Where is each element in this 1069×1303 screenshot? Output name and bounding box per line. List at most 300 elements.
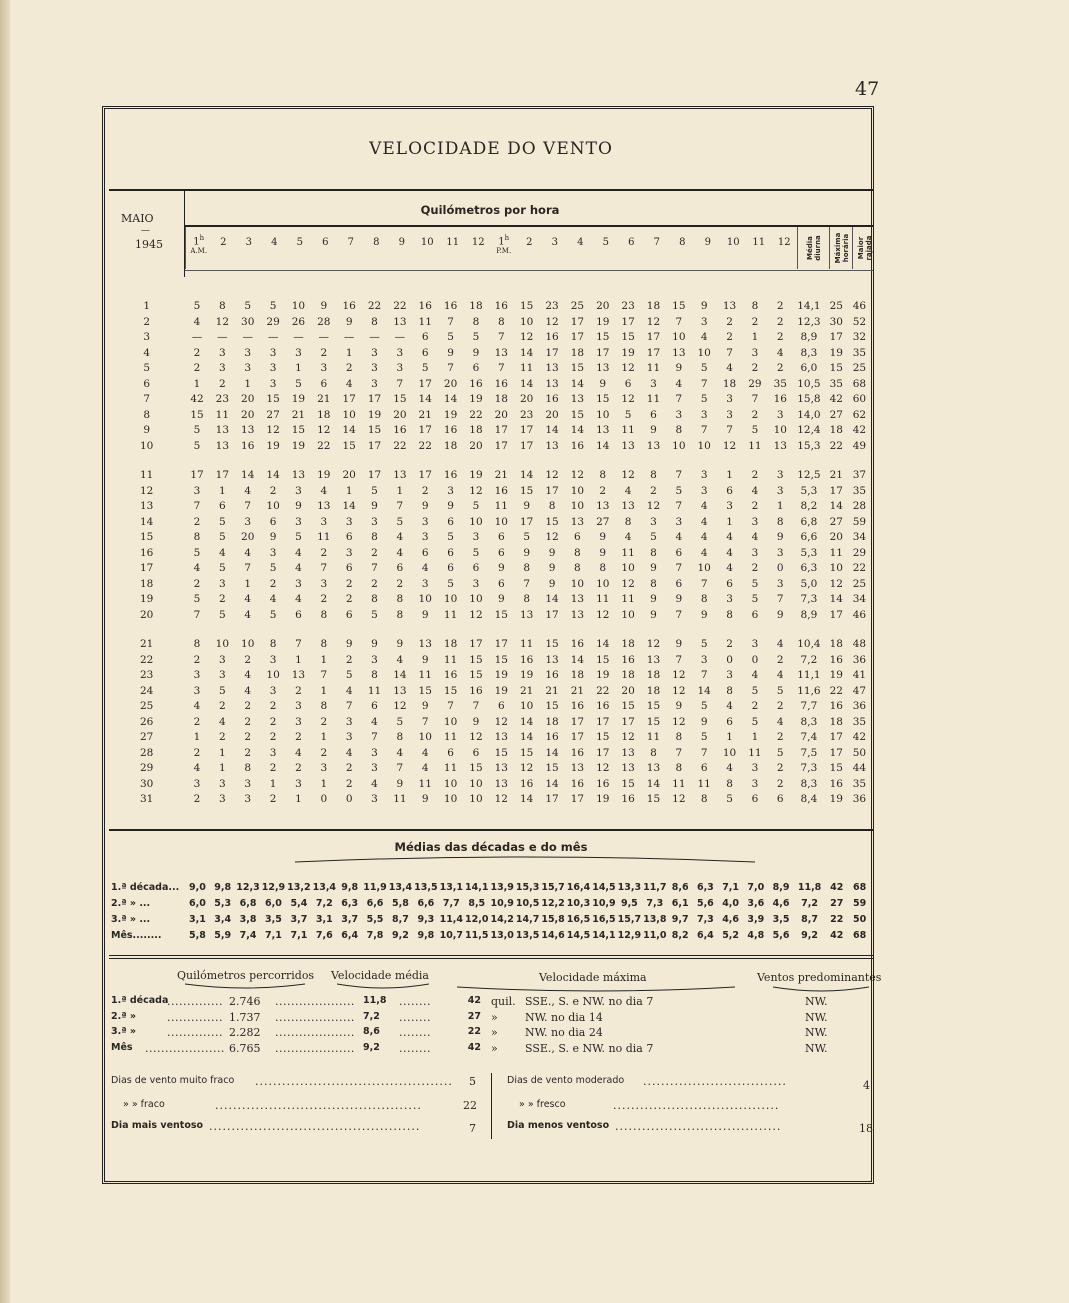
hourly-speed: 5 <box>675 484 683 497</box>
hourly-speed: 7 <box>776 593 784 605</box>
hourly-speed: 14 <box>697 684 711 697</box>
hourly-speed: 8 <box>523 562 531 574</box>
hourly-speed: 2 <box>295 684 302 697</box>
hour-header <box>542 227 568 269</box>
hourly-speed: 10 <box>519 700 534 712</box>
hourly-speed: 4 <box>244 608 252 621</box>
hourly-speed: 10 <box>469 515 483 528</box>
day-number: 27 <box>139 731 154 743</box>
hourly-speed: 17 <box>596 715 610 728</box>
decada-value: 3,5 <box>265 914 282 925</box>
hourly-speed: 15 <box>494 653 508 666</box>
hourly-speed: 1 <box>219 746 226 759</box>
hourly-speed: 18 <box>621 638 635 650</box>
hourly-speed: 13 <box>570 608 585 621</box>
hourly-speed: 9 <box>345 315 353 328</box>
hourly-speed: 6 <box>447 546 454 559</box>
hourly-speed: 9 <box>650 593 657 605</box>
hourly-speed: 18 <box>443 439 458 452</box>
hourly-speed: 9 <box>675 638 683 650</box>
hourly-speed: 3 <box>345 546 353 559</box>
hourly-max: 17 <box>829 331 843 343</box>
hourly-speed: 4 <box>295 746 302 759</box>
hourly-speed: 2 <box>751 700 759 712</box>
hourly-speed: 7 <box>345 700 353 712</box>
hourly-speed: 1 <box>193 377 201 390</box>
hourly-speed: 4 <box>371 715 378 728</box>
hourly-speed: 14 <box>596 638 610 650</box>
decada-value: 7,8 <box>366 930 384 941</box>
hourly-speed: 16 <box>494 377 508 390</box>
hour-header <box>593 227 619 269</box>
hourly-speed: 15 <box>621 700 635 712</box>
max-gust: 35 <box>852 346 867 359</box>
summary-label: 3.ª » <box>111 1026 137 1037</box>
day-row <box>109 592 871 608</box>
day-number: 26 <box>139 715 154 728</box>
hourly-speed: 25 <box>570 300 585 312</box>
decada-value: 4,0 <box>722 898 740 909</box>
hourly-speed: 15 <box>646 700 661 712</box>
hourly-speed: 7 <box>447 315 454 328</box>
hour-label: 9 <box>704 237 711 248</box>
hourly-speed: 10 <box>342 408 356 421</box>
daily-mean: 12,4 <box>797 424 821 436</box>
hourly-speed: 2 <box>751 500 759 512</box>
hourly-speed: 2 <box>776 315 784 328</box>
hourly-speed: 8 <box>574 562 581 574</box>
decada-value: 6,3 <box>341 898 359 909</box>
decada-value: 8,5 <box>468 898 486 909</box>
hourly-speed: 1 <box>751 731 759 743</box>
hourly-speed: 28 <box>317 315 331 328</box>
hourly-speed: 11 <box>317 531 331 543</box>
hourly-speed: 13 <box>393 469 407 481</box>
daily-mean: 7,2 <box>800 653 818 666</box>
hourly-speed: 10 <box>697 346 711 359</box>
km-value: 2.282 <box>229 1026 261 1039</box>
vmedia-heading: Velocidade média <box>331 969 429 982</box>
hourly-speed: 7 <box>700 746 708 759</box>
hourly-max: 27 <box>829 408 843 421</box>
hourly-speed: 4 <box>776 638 784 650</box>
hourly-speed: 7 <box>295 638 302 650</box>
decada-value: 6,6 <box>417 898 435 909</box>
hourly-speed: 10 <box>291 300 306 312</box>
hourly-speed: 14 <box>570 377 585 390</box>
hourly-speed: 2 <box>193 346 201 359</box>
daily-mean: 12,5 <box>797 469 821 481</box>
hourly-speed: 8 <box>320 608 328 621</box>
hourly-max: 35 <box>829 377 843 390</box>
summary-leader: ........ <box>399 1026 431 1039</box>
hourly-speed: 8 <box>269 638 277 650</box>
hourly-speed: 16 <box>494 300 508 312</box>
hourly-speed: 13 <box>545 362 559 374</box>
hourly-speed: 10 <box>266 669 280 681</box>
hourly-speed: 9 <box>599 531 607 543</box>
vmedia-value: 9,2 <box>363 1041 380 1053</box>
hourly-speed: 5 <box>751 715 759 728</box>
hourly-speed: 20 <box>545 408 559 421</box>
decada-value: 13,5 <box>414 882 438 893</box>
hourly-speed: 9 <box>371 500 378 512</box>
hourly-speed: 5 <box>447 577 454 590</box>
hourly-speed: 4 <box>345 746 353 759</box>
hourly-speed: 1 <box>776 500 784 512</box>
decada-value: 3,1 <box>189 914 206 925</box>
daily-mean: 5,3 <box>800 484 818 497</box>
hourly-speed: 15 <box>596 331 610 343</box>
hour-label: 11 <box>752 237 766 248</box>
decada-value: 8,2 <box>671 930 689 941</box>
hourly-speed: 16 <box>443 669 458 681</box>
hourly-speed: 4 <box>193 562 201 574</box>
hourly-speed: 2 <box>751 469 759 481</box>
hourly-speed: 18 <box>545 715 559 728</box>
hourly-speed: 5 <box>193 546 201 559</box>
day-row <box>109 330 871 346</box>
day-number: 24 <box>139 684 154 697</box>
hourly-speed: 3 <box>396 346 404 359</box>
day-number: 1 <box>143 300 150 312</box>
decada-value: 10,9 <box>490 898 514 909</box>
day-number: 8 <box>143 408 150 421</box>
hourly-max: 17 <box>829 731 843 743</box>
hourly-speed: 16 <box>545 669 559 681</box>
hourly-speed: 5 <box>523 531 531 543</box>
hourly-speed: 4 <box>244 684 252 697</box>
hourly-speed: 4 <box>396 531 404 543</box>
max-gust: 42 <box>852 731 867 743</box>
day-row <box>109 746 871 762</box>
hourly-speed: 16 <box>342 300 356 312</box>
hourly-speed: 5 <box>396 715 404 728</box>
hourly-speed: 16 <box>773 393 787 405</box>
hourly-max: 17 <box>829 746 843 759</box>
hourly-speed: 4 <box>244 593 252 605</box>
hourly-speed: 9 <box>599 546 607 559</box>
hourly-max: 18 <box>829 715 843 728</box>
hourly-speed: 7 <box>726 346 733 359</box>
hourly-speed: 7 <box>497 331 505 343</box>
hour-header-1-pm <box>491 227 517 269</box>
page-number: 47 <box>855 78 880 100</box>
hourly-speed: 8 <box>371 669 378 681</box>
hourly-speed: 19 <box>519 669 534 681</box>
hour-header <box>440 227 466 269</box>
day-number: 22 <box>139 653 154 666</box>
hourly-speed: 12 <box>672 715 686 728</box>
hourly-speed: 13 <box>596 362 610 374</box>
hourly-speed: 5 <box>219 562 226 574</box>
hourly-max: 21 <box>829 469 843 481</box>
hourly-speed: 22 <box>393 300 407 312</box>
hourly-speed: 2 <box>776 731 784 743</box>
decada-value: 13,3 <box>617 882 642 893</box>
hourly-speed: 3 <box>295 515 302 528</box>
hourly-speed: 11 <box>418 315 432 328</box>
hourly-speed: 19 <box>317 469 331 481</box>
hour-label: 9 <box>398 237 405 248</box>
hourly-speed: 4 <box>219 546 226 559</box>
daily-mean: 8,9 <box>800 331 818 343</box>
hourly-speed: 15 <box>596 731 610 743</box>
hourly-speed: 21 <box>494 469 508 481</box>
hourly-speed: 6 <box>421 546 429 559</box>
hourly-speed: 10 <box>722 746 737 759</box>
hourly-speed: 20 <box>393 408 407 421</box>
decada-value: 13,2 <box>287 882 311 893</box>
hourly-speed: 8 <box>371 593 378 605</box>
hourly-speed: 15 <box>519 300 534 312</box>
hourly-speed: — <box>217 331 228 343</box>
hourly-speed: 8 <box>371 531 378 543</box>
hourly-speed: 8 <box>726 777 733 790</box>
day-row <box>109 684 871 700</box>
hourly-speed: 2 <box>751 362 759 374</box>
decada-value: 9,3 <box>417 914 435 925</box>
hourly-speed: 9 <box>421 793 429 805</box>
hourly-speed: 18 <box>722 377 737 390</box>
hourly-speed: 17 <box>570 315 585 328</box>
hour-header <box>695 227 721 269</box>
hourly-speed: 3 <box>219 653 226 666</box>
hourly-speed: 11 <box>672 777 686 790</box>
hourly-speed: 13 <box>317 500 331 512</box>
summary-leader: .............. <box>167 1010 223 1024</box>
hourly-speed: 2 <box>650 484 657 497</box>
max-gust: 35 <box>852 484 867 497</box>
hourly-speed: 13 <box>596 500 610 512</box>
day-row <box>109 699 871 715</box>
decada-row <box>109 880 871 896</box>
hour-label: 4 <box>271 237 278 248</box>
max-gust: 46 <box>852 300 867 312</box>
hourly-speed: 26 <box>291 315 306 328</box>
daily-mean: 11,6 <box>797 684 821 697</box>
hourly-speed: 5 <box>700 393 708 405</box>
decada-value: 5,9 <box>214 930 232 941</box>
hourly-speed: 5 <box>650 531 657 543</box>
decada-label: Mês........ <box>111 930 162 941</box>
hourly-speed: 2 <box>193 715 201 728</box>
hourly-speed: 10 <box>570 577 585 590</box>
hourly-speed: 17 <box>646 346 661 359</box>
hourly-speed: 7 <box>421 715 429 728</box>
vmax-unit: » <box>491 1010 498 1024</box>
hourly-speed: 2 <box>776 777 784 790</box>
hourly-speed: 4 <box>295 562 302 574</box>
hourly-speed: 10 <box>469 777 483 790</box>
hourly-speed: 18 <box>570 346 585 359</box>
hourly-speed: 7 <box>751 393 759 405</box>
decada-value: 6,8 <box>239 898 257 909</box>
hourly-speed: 4 <box>269 593 277 605</box>
hourly-speed: 9 <box>497 562 505 574</box>
decada-value: 5,3 <box>214 898 232 909</box>
max-gust: 60 <box>852 393 867 405</box>
decada-value: 6,0 <box>265 898 282 909</box>
day-row <box>109 408 871 424</box>
hourly-speed: 4 <box>751 669 759 681</box>
hour-label: 8 <box>679 237 686 248</box>
hourly-speed: 12 <box>646 638 661 650</box>
hourly-speed: 4 <box>726 562 733 574</box>
hourly-max: 20 <box>829 531 843 543</box>
vmax-value: 27 <box>467 1010 481 1022</box>
hourly-speed: 8 <box>472 315 480 328</box>
hourly-speed: 13 <box>621 746 635 759</box>
hourly-speed: 6 <box>751 608 759 621</box>
hourly-speed: 6 <box>726 484 733 497</box>
hourly-speed: 6 <box>447 562 454 574</box>
hour-header <box>364 227 390 269</box>
hourly-speed: 15 <box>342 439 356 452</box>
hourly-speed: 4 <box>244 484 252 497</box>
hourly-speed: 3 <box>320 577 328 590</box>
hourly-speed: 42 <box>190 393 204 405</box>
hourly-speed: 2 <box>219 593 226 605</box>
hourly-speed: 5 <box>472 331 480 343</box>
hourly-speed: 2 <box>219 377 226 390</box>
hourly-speed: 5 <box>193 439 201 452</box>
decada-value: 7,0 <box>747 882 765 893</box>
hourly-speed: 7 <box>523 577 531 590</box>
max-gust: 44 <box>852 762 867 774</box>
hourly-speed: 4 <box>776 715 784 728</box>
hour-first-label <box>491 233 517 247</box>
hourly-speed: 7 <box>320 562 328 574</box>
hourly-speed: 15 <box>570 362 585 374</box>
hourly-speed: 2 <box>320 346 328 359</box>
hourly-speed: 1 <box>295 653 302 666</box>
hourly-speed: 17 <box>367 439 382 452</box>
day-row <box>109 361 871 377</box>
hourly-speed: 8 <box>700 593 708 605</box>
row-gap <box>109 454 871 468</box>
hourly-speed: 3 <box>345 515 353 528</box>
hourly-speed: 2 <box>345 762 353 774</box>
hourly-speed: 7 <box>675 608 683 621</box>
hourly-speed: 2 <box>320 546 328 559</box>
decada-value: 7,2 <box>801 898 818 909</box>
hourly-speed: 13 <box>215 424 230 436</box>
hourly-speed: 3 <box>700 315 708 328</box>
hourly-speed: 3 <box>295 777 302 790</box>
hourly-speed: 27 <box>596 515 610 528</box>
daily-mean: 8,2 <box>800 500 818 512</box>
hourly-speed: 4 <box>726 531 733 543</box>
hourly-speed: 2 <box>244 746 252 759</box>
max-gust: 35 <box>852 715 867 728</box>
hourly-speed: 15 <box>469 762 483 774</box>
hourly-speed: 9 <box>776 608 784 621</box>
hourly-speed: 17 <box>494 439 508 452</box>
hourly-speed: 10 <box>621 608 635 621</box>
hourly-speed: 9 <box>675 593 683 605</box>
hourly-speed: 12 <box>621 469 635 481</box>
hourly-speed: 6 <box>447 515 454 528</box>
hourly-speed: 5 <box>751 593 759 605</box>
hourly-speed: 11 <box>596 593 610 605</box>
hourly-speed: 18 <box>494 393 508 405</box>
hourly-speed: 11 <box>621 546 635 559</box>
hourly-speed: 3 <box>751 346 759 359</box>
hourly-speed: — <box>318 331 330 343</box>
hourly-speed: 13 <box>418 638 432 650</box>
hourly-speed: 15 <box>519 484 534 497</box>
hourly-speed: 9 <box>421 500 429 512</box>
hourly-speed: 3 <box>269 653 277 666</box>
decada-value: 68 <box>852 882 867 893</box>
hourly-speed: 12 <box>621 577 635 590</box>
hourly-speed: 3 <box>751 762 759 774</box>
hourly-speed: 4 <box>421 562 429 574</box>
hourly-speed: 3 <box>421 531 429 543</box>
hour-label: 12 <box>471 237 485 248</box>
decada-value: 8,7 <box>392 914 409 925</box>
hourly-speed: 3 <box>371 653 378 666</box>
hourly-speed: 5 <box>193 300 201 312</box>
hourly-speed: 4 <box>320 484 328 497</box>
decada-value: 16,5 <box>566 914 591 925</box>
decada-value: 3,8 <box>239 914 257 925</box>
hourly-speed: 12 <box>596 608 610 621</box>
row-gap <box>109 285 871 299</box>
hourly-speed: 8 <box>396 608 404 621</box>
hourly-speed: 3 <box>776 408 784 421</box>
hourly-speed: 17 <box>545 608 559 621</box>
hourly-speed: 12 <box>494 793 508 805</box>
hourly-max: 19 <box>829 793 843 805</box>
hourly-speed: 14 <box>519 377 534 390</box>
vmax-description: NW. no dia 14 <box>525 1010 603 1024</box>
year-label: 1945 <box>135 238 163 251</box>
hourly-speed: 6 <box>447 746 454 759</box>
hour-label: 5 <box>602 237 609 248</box>
max-gust: 25 <box>852 362 867 374</box>
decada-value: 4,6 <box>772 898 790 909</box>
summary-leader: .................... <box>275 995 355 1008</box>
vmax-unit: » <box>491 1041 498 1055</box>
hourly-speed: 1 <box>219 762 226 774</box>
hour-label: 12 <box>777 237 791 248</box>
max-gust: 52 <box>852 315 867 328</box>
hourly-speed: 8 <box>523 593 531 605</box>
hourly-speed: 4 <box>219 715 226 728</box>
mais-ventoso-leader: ............................................... <box>209 1120 421 1133</box>
mais-ventoso-label: Dia mais ventoso <box>111 1120 204 1131</box>
day-number: 16 <box>139 546 154 559</box>
hourly-speed: 9 <box>345 638 353 650</box>
hourly-speed: 11 <box>646 393 661 405</box>
hourly-speed: 2 <box>776 362 784 374</box>
hourly-speed: 5 <box>700 731 708 743</box>
hour-header <box>287 227 313 269</box>
hourly-speed: 10 <box>697 562 711 574</box>
hourly-speed: 16 <box>596 777 610 790</box>
daily-mean: 8,4 <box>800 793 818 805</box>
hourly-speed: 3 <box>675 515 683 528</box>
hourly-speed: 6 <box>396 562 404 574</box>
hour-header-rule <box>185 270 873 271</box>
decadas-swash <box>295 856 755 864</box>
decada-value: 10,7 <box>439 930 464 941</box>
hourly-speed: 17 <box>596 746 610 759</box>
hourly-max: 22 <box>829 439 843 452</box>
hourly-speed: 17 <box>418 469 432 481</box>
